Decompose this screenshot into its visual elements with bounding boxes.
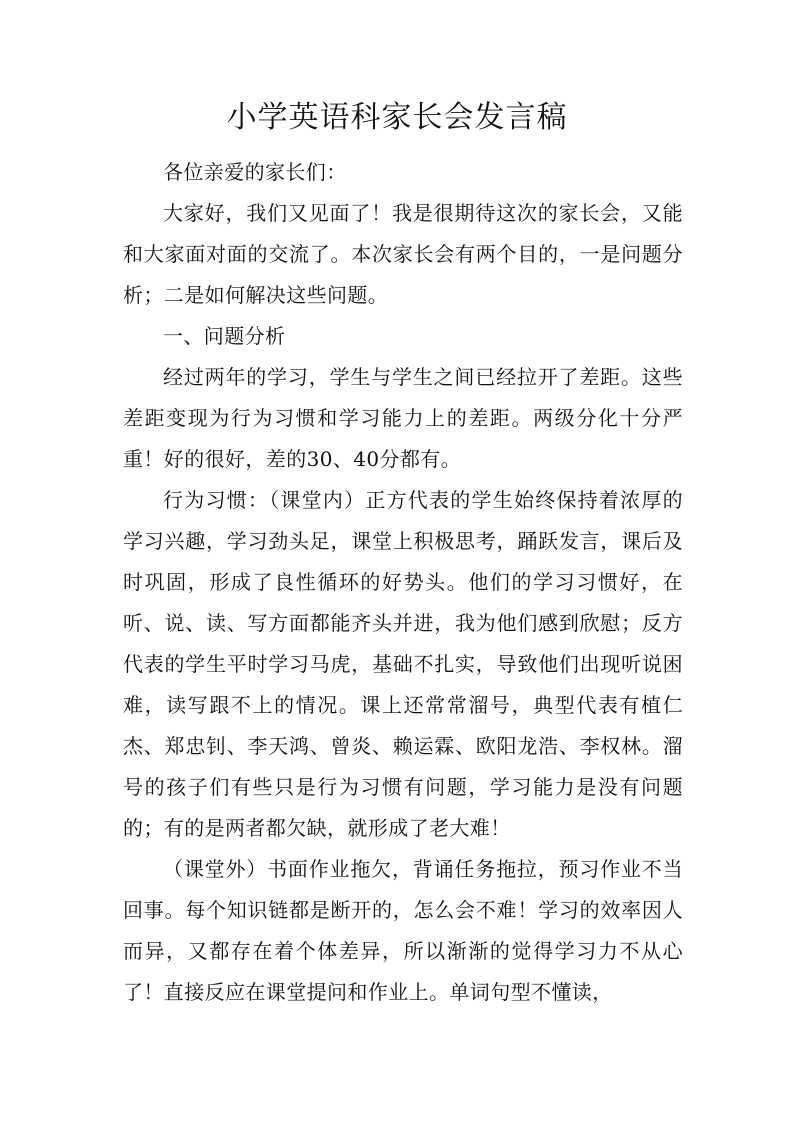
document-title: 小学英语科家长会发言稿	[226, 100, 568, 135]
intro-paragraph: 大家好，我们又见面了！我是很期待这次的家长会，又能和大家面对面的交流了。本次家长会有两个目的，一是问题分析；二是如何解决这些问题。	[123, 201, 683, 307]
gap-paragraph: 经过两年的学习，学生与学生之间已经拉开了差距。这些差距变现为行为习惯和学习能力上的差距。两级分化十分严重！好的很好，差的30、40分都有。	[123, 365, 683, 471]
document-body	[123, 152, 683, 1013]
behavior-habits-paragraph: 行为习惯：（课堂内）正方代表的学生始终保持着浓厚的学习兴趣，学习劲头足，课堂上积极思考，踊跃发言，课后及时巩固，形成了良性循环的好势头。他们的学习习惯好，在听、说、读、写方面都能齐头并进，我为他们感到欣慰；反方代表的学生平时学习马虎，基础不扎实，导致他们出现听说困难，读写跟不上的情况。课上还常常溜号，典型代表有植仁杰、郑忠钊、李天鸿、曾炎、赖运霖、欧阳龙浩、李权林。溜号的孩子们有些只是行为习惯有问题，学习能力是没有问题的；有的是两者都欠缺，就形成了老大难！	[123, 488, 683, 840]
greeting-paragraph: 各位亲爱的家长们：	[163, 160, 347, 184]
after-class-paragraph: （课堂外）书面作业拖欠，背诵任务拖拉，预习作业不当回事。每个知识链都是断开的，怎么会不难！学习的效率因人而异，又都存在着个体差异，所以渐渐的觉得学习力不从心了！直接反应在课堂提问和作业上。单词句型不懂读，	[123, 857, 683, 1004]
section-heading-problem-analysis: 一、问题分析	[163, 324, 286, 348]
